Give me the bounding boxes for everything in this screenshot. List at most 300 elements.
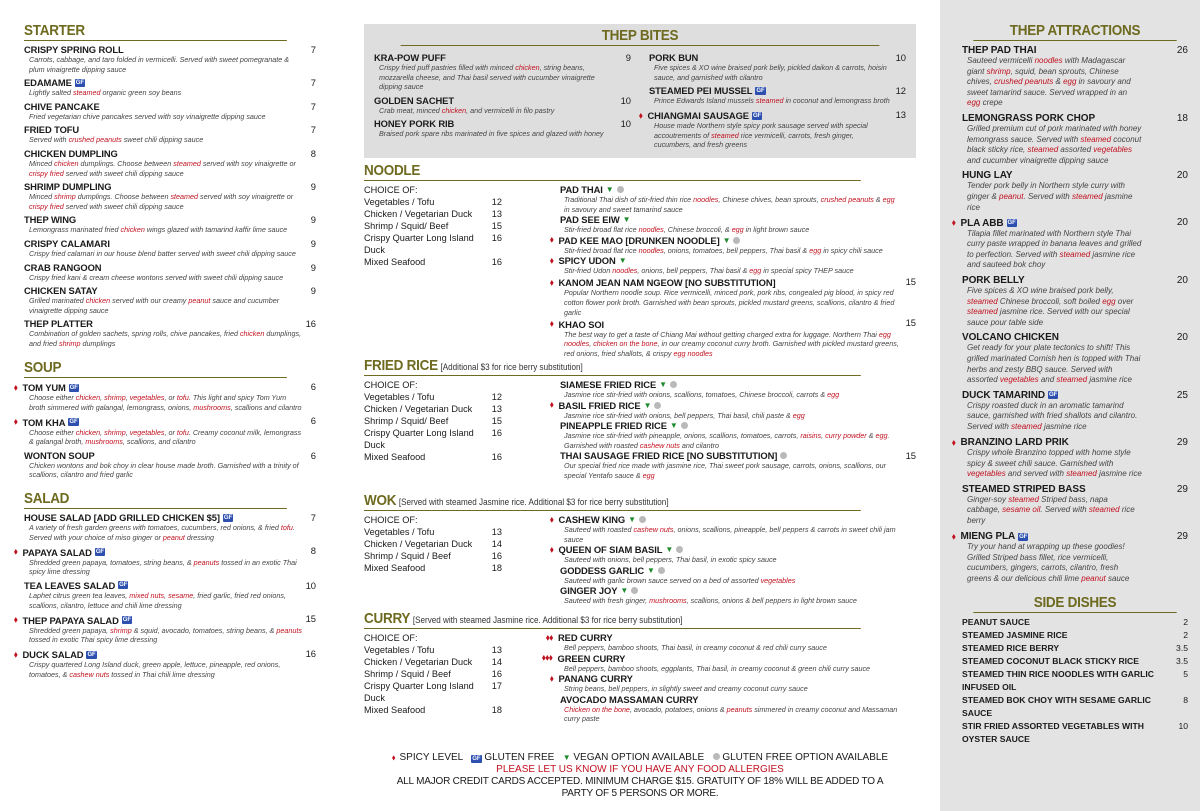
protein-name: Crispy Quarter Long Island Duck [364, 681, 474, 703]
menu-item-row [952, 530, 1188, 543]
protein-row [364, 379, 560, 391]
dish-list [542, 632, 916, 724]
protein-name: Vegetables / Tofu [364, 527, 435, 537]
protein-list [364, 379, 560, 481]
item-name [952, 217, 1017, 229]
protein-name: Chicken / Vegetarian Duck [364, 657, 473, 667]
item-description: Jasmine rice stir-fried with onions, bell peppers, Thai basil, chili paste & egg [564, 410, 805, 420]
section-grid [364, 184, 916, 359]
curry-section [364, 610, 916, 724]
menu-item-row [560, 379, 916, 390]
protein-row [364, 538, 560, 550]
item-description: Sauteed with onions, bell peppers, Thai basil, in exotic spicy sauce [564, 555, 777, 565]
menu-item [374, 52, 631, 92]
vegan-icon: ▼ [605, 185, 614, 194]
section-title [364, 492, 861, 511]
item-description: Minced chicken dumplings. Choose between steamed served with soy vinaigrette or crispy fried served with sweet chili dipping sauce [29, 158, 296, 178]
item-description: Grilled premium cut of pork marinated with honey lemongrass sauce. Served with steamed coconut black sticky rice, steamed assorted vegetables and cucumber vinaigrette dipping sauce [967, 123, 1142, 165]
item-name [14, 416, 79, 428]
item-price: 10 [895, 52, 906, 63]
protein-price: 12 [491, 392, 502, 402]
section-title-text: CURRY [364, 610, 411, 627]
item-description: Ginger-soy steamed Striped bass, napa cabbage, sesame oil. Served with steamed rice berry [967, 494, 1135, 525]
section-title [24, 359, 287, 378]
menu-item-row [24, 580, 316, 591]
item-name-text: BASIL FRIED RICE [558, 399, 641, 411]
protein-name: Crispy Quarter Long Island Duck [364, 233, 474, 255]
section-title [24, 22, 287, 41]
protein-price: 15 [491, 221, 502, 231]
menu-item [560, 694, 916, 724]
protein-row [364, 232, 560, 256]
item-name-text: CHICKEN SATAY [24, 285, 98, 297]
menu-item [550, 399, 916, 421]
item-name-text: CASHEW KING [558, 514, 626, 525]
item-description: Jasmine rice stir-fried with pineapple, onions, scallions, tomatoes, carrots, raisins, curry powder & egg. Garnished with roasted cashew nuts and cilantro [564, 431, 890, 450]
item-name-text: THEP PAPAYA SALAD [22, 614, 119, 626]
vegan-icon: ▼ [562, 753, 571, 762]
noodle-section [364, 162, 916, 359]
item-name-text: HUNG LAY [962, 170, 1013, 182]
menu-item [14, 415, 316, 447]
item-name [952, 531, 1028, 543]
item-name-text: KHAO SOI [558, 318, 605, 330]
menu-item [550, 317, 916, 358]
item-name-text: HONEY PORK RIB [374, 118, 455, 130]
section-title [364, 162, 861, 181]
menu-item-row [639, 108, 906, 122]
item-price: 6 [310, 449, 316, 461]
chili-icon: ⬧ [550, 673, 554, 683]
menu-item-row [952, 217, 1188, 229]
gf-icon: GF [752, 112, 762, 119]
protein-price: 12 [491, 197, 502, 207]
item-description: Stir-fried broad flat rice noodles, Chinese broccoli, & egg in light brown sauce [564, 225, 810, 235]
menu-item-row [14, 647, 316, 661]
item-description: Crispy whole Branzino topped with home style spicy & sweet chili sauce. Garnished with vegetables and served with steamed jasmine rice [967, 448, 1142, 479]
item-name [560, 565, 665, 576]
item-description: Stir-fried Udon noodles, onions, bell peppers, Thai basil & egg in special spicy THEP sauce [564, 266, 854, 276]
gf-icon: GF [223, 514, 233, 521]
item-name [14, 382, 79, 393]
item-price: 20 [1176, 275, 1188, 286]
dish-list [550, 184, 916, 359]
item-name [24, 318, 93, 329]
item-name-text: PAD KEE MAO [DRUNKEN NOODLE] [558, 234, 720, 246]
section-title [401, 27, 880, 46]
item-name-text: CHIANGMAI SAUSAGE [647, 110, 749, 122]
menu-item [24, 450, 316, 480]
protein-row [364, 184, 560, 196]
menu-item [24, 214, 316, 235]
gf-option-icon [676, 546, 683, 553]
menu-item-row [374, 95, 631, 106]
protein-price: 14 [491, 539, 502, 549]
vegan-icon: ▼ [643, 400, 652, 410]
item-description: Bell peppers, bamboo shoots, Thai basil, in creamy coconut & red chili curry sauce [564, 643, 827, 652]
section-title-text: SOUP [24, 358, 62, 376]
item-price: 10 [620, 94, 631, 106]
legend-gfo: GLUTEN FREE OPTION AVAILABLE [722, 752, 889, 763]
item-name [374, 118, 454, 129]
gf-option-icon [617, 186, 624, 193]
item-name-text: PORK BUN [649, 52, 699, 63]
item-name [24, 124, 79, 135]
item-price: 7 [310, 100, 316, 112]
menu-item [962, 170, 1188, 213]
menu-item-row [24, 512, 316, 523]
item-name [560, 379, 677, 390]
legend [380, 752, 900, 800]
item-price: 6 [310, 380, 316, 392]
protein-price: 18 [491, 563, 502, 573]
item-name-text: LEMONGRASS PORK CHOP [962, 112, 1096, 124]
menu-item [24, 285, 316, 315]
item-description: Tender pork belly in Northern style curry with ginger & peanut. Served with steamed jasmine rice [967, 181, 1133, 212]
section-subtitle: [Served with steamed Jasmine rice. Additional $3 for rice berry substitution] [398, 497, 669, 507]
protein-row [364, 526, 560, 538]
gf-option-icon [733, 237, 740, 244]
gf-option-icon [780, 452, 787, 459]
section-title [24, 490, 287, 509]
protein-price: 16 [491, 257, 502, 267]
menu-item [962, 484, 1188, 527]
item-description: Braised pork spare ribs marinated in five spices and glazed with honey [379, 129, 604, 139]
menu-item [14, 545, 316, 577]
menu-item-row [550, 514, 916, 525]
item-description: Crispy quartered Long Island duck, green apple, lettuce, pineapple, red onions, tomatoes, & cashew nuts tossed in Thai chili lime dressing [29, 660, 281, 679]
item-name-text: QUEEN OF SIAM BASIL [558, 544, 663, 556]
item-name [14, 546, 105, 558]
item-description: Sauteed with garlic brown sauce served on a bed of assorted vegetables [564, 575, 796, 585]
protein-name: Mixed Seafood [364, 452, 426, 462]
side-name: STEAMED BOK CHOY WITH SESAME GARLIC SAUCE [962, 695, 1151, 719]
protein-name: CHOICE OF: [364, 380, 418, 390]
menu-item-row [962, 390, 1188, 401]
menu-item-row [14, 613, 316, 626]
menu-item [24, 238, 316, 259]
item-description: Crispy fried kani & cream cheese wontons served with sweet chili dipping sauce [29, 272, 284, 282]
protein-name: Chicken / Vegetarian Duck [364, 404, 473, 414]
soup-section [14, 358, 316, 481]
protein-list [364, 632, 560, 724]
vegan-icon: ▼ [665, 545, 674, 555]
side-row [962, 694, 1188, 720]
item-name-text: GODDESS GARLIC [560, 564, 645, 576]
item-name-text: DUCK TAMARIND [962, 389, 1045, 401]
side-row [962, 616, 1188, 629]
item-description: House made Northern style spicy pork sausage served with special accoutrements of steamed rice vermicelli, carrots, fresh ginger, cucumbers, and fresh greens [654, 121, 868, 150]
menu-item-row [14, 415, 316, 428]
item-name-text: THAI SAUSAGE FRIED RICE [NO SUBSTITUTION] [560, 450, 778, 462]
item-name [542, 652, 626, 664]
protein-price: 16 [491, 452, 502, 462]
menu-item [14, 380, 316, 413]
protein-price: 13 [491, 527, 502, 537]
protein-row [364, 208, 560, 220]
gf-icon: GF [69, 384, 78, 391]
protein-row [364, 391, 560, 403]
legend-gf: GLUTEN FREE [484, 752, 555, 763]
section-title-text: FRIED RICE [364, 357, 438, 374]
section-title-text: THEP ATTRACTIONS [1009, 22, 1141, 39]
item-name-text: VOLCANO CHICKEN [962, 332, 1059, 344]
item-name [24, 101, 100, 112]
side-price: 2 [1183, 617, 1188, 628]
item-price: 18 [1176, 112, 1188, 124]
item-name [550, 514, 646, 525]
item-description: Sauteed with roasted cashew nuts, onions, scallions, pineapple, bell peppers & carrots in sweet chili jam sauce [564, 525, 896, 544]
menu-item-row [560, 450, 916, 461]
item-name [560, 420, 688, 431]
chili-icon: ⬧ [952, 437, 956, 447]
menu-item-row [962, 332, 1188, 343]
menu-item-row [546, 632, 916, 643]
item-name [560, 585, 638, 596]
menu-item [560, 585, 916, 606]
menu-item-row [24, 101, 316, 112]
menu-item [962, 113, 1188, 166]
bites-left [374, 49, 631, 150]
protein-name: Shrimp / Squid/ Beef [364, 416, 449, 426]
chili-icon: ⬧ [14, 649, 18, 659]
menu-item [560, 420, 916, 450]
protein-row [364, 220, 560, 232]
payment-note: ALL MAJOR CREDIT CARDS ACCEPTED. MINIMUM CHARGE $15. GRATUITY OF 18% WILL BE ADDED TO A PARTY OF 5 PERSONS OR MORE. [396, 776, 884, 799]
gf-icon: GF [756, 87, 765, 94]
menu-item-row [649, 52, 906, 63]
menu-item-row [962, 170, 1188, 181]
protein-name: Shrimp / Squid/ Beef [364, 221, 449, 231]
protein-name: Mixed Seafood [364, 705, 426, 715]
item-name-text: PORK BELLY [962, 275, 1025, 286]
menu-item [560, 214, 916, 235]
menu-item [560, 184, 916, 214]
protein-row [364, 550, 560, 562]
allergy-note: PLEASE LET US KNOW IF YOU HAVE ANY FOOD ALLERGIES [496, 764, 784, 775]
item-description: Our special fried rice made with jasmine rice, Thai sweet pork sausage, carrots, onions, scallions, our special Yentafo sauce & egg [564, 461, 886, 480]
chili-icon: ⬧ [639, 110, 643, 120]
side-price: 8 [1183, 695, 1188, 706]
protein-row [364, 680, 560, 704]
gf-icon: GF [87, 651, 96, 658]
menu-item-row [24, 77, 316, 88]
section-grid [364, 514, 916, 606]
item-name [550, 673, 633, 685]
item-description: Carrots, cabbage, and taro folded in vermicelli. Served with sweet pomegranate & plum vinaigrette dipping sauce [29, 55, 290, 74]
item-name-text: TOM KHA [22, 416, 66, 428]
dish-list [550, 379, 916, 481]
item-price: 20 [1176, 217, 1188, 229]
menu-item-row [14, 545, 316, 558]
gf-option-icon [658, 567, 665, 574]
item-name-text: PLA ABB [960, 217, 1004, 229]
menu-item-row [560, 184, 916, 195]
protein-name: Vegetables / Tofu [364, 645, 435, 655]
item-price: 7 [310, 124, 316, 136]
menu-item-row [560, 694, 916, 705]
protein-name: Mixed Seafood [364, 563, 426, 573]
item-description: Choose either chicken, shrimp, vegetables, or tofu. This light and spicy Tom Yum broth simmered with galangal, lemongrass, onions, mushrooms, scallions and cilantro [29, 393, 302, 412]
item-name-text: PAD THAI [560, 184, 603, 195]
item-name [24, 181, 111, 192]
item-name [374, 52, 446, 63]
protein-row [364, 632, 560, 644]
menu-item-row [649, 85, 906, 96]
bites-right [639, 49, 906, 150]
menu-item-row [550, 399, 916, 411]
item-name-text: PINEAPPLE FRIED RICE [560, 420, 667, 432]
menu-item [542, 652, 916, 674]
item-name-text: BRANZINO LARD PRIK [960, 437, 1069, 449]
menu-item-row [24, 262, 316, 273]
section-title-text: THEP BITES [601, 27, 679, 44]
dish-list [550, 514, 916, 606]
menu-item-row [550, 317, 916, 330]
item-name-text: PANANG CURRY [558, 673, 633, 685]
protein-name: Crispy Quarter Long Island Duck [364, 428, 474, 450]
menu-item [14, 613, 316, 645]
item-description: Laphet citrus green tea leaves, mixed nuts, sesame, fried garlic, fried red onions, scallions, cilantro, lettuce and chili lime dressing [29, 590, 286, 610]
chili-icon: ⬧ [550, 255, 554, 265]
chili-icon: ⬧ [14, 382, 18, 392]
item-name-text: PAPAYA SALAD [22, 546, 92, 558]
chili-icon: ⬧⬧⬧ [542, 653, 553, 663]
protein-row [364, 562, 560, 574]
legend-spicy: SPICY LEVEL [399, 752, 463, 763]
menu-item [952, 217, 1188, 271]
item-name-text: KRA-POW PUFF [374, 52, 446, 63]
item-name-text: THEP WING [24, 214, 77, 226]
item-name [962, 275, 1025, 286]
menu-item-row [550, 673, 916, 685]
menu-item [649, 85, 906, 106]
item-name [639, 110, 762, 122]
vegan-icon: ▼ [620, 586, 629, 596]
item-name-text: FRIED TOFU [24, 124, 80, 136]
item-name [24, 262, 101, 273]
item-description: Minced shrimp dumplings. Choose between steamed served with soy vinaigrette or crispy fried served with sweet chili dipping sauce [29, 192, 294, 211]
legend-keys [380, 752, 900, 764]
item-name [24, 77, 85, 88]
item-description: Crab meat, minced chicken, and vermicelli in filo pastry [379, 105, 555, 115]
item-description: Fried vegetarian chive pancakes served with soy vinaigrette dipping sauce [29, 111, 266, 121]
item-name [560, 184, 624, 195]
item-description: Tilapia fillet marinated with Northern style Thai curry paste wrapped in banana leaves and grilled to perfection. Served with steamed jasmine rice and sauteed bok choy [967, 228, 1142, 270]
protein-name: CHOICE OF: [364, 515, 418, 525]
item-name-text: CHICKEN DUMPLING [24, 147, 118, 159]
item-name [560, 694, 698, 705]
menu-item [550, 514, 916, 544]
section-grid [364, 379, 916, 481]
item-name-text: STEAMED PEI MUSSEL [649, 85, 753, 97]
menu-item [962, 332, 1188, 385]
side-name: STIR FRIED ASSORTED VEGETABLES WITH OYSTER SAUCE [962, 721, 1144, 745]
protein-price: 16 [491, 551, 502, 561]
item-name [24, 214, 76, 225]
gf-icon: GF [1007, 220, 1016, 227]
menu-item [24, 262, 316, 283]
menu-item [639, 108, 906, 150]
menu-item-row [24, 318, 316, 329]
chili-icon: ⬧ [550, 400, 554, 410]
gf-icon: GF [1019, 533, 1028, 540]
item-price: 20 [1176, 332, 1188, 344]
item-name [550, 234, 740, 246]
item-name [24, 44, 124, 55]
menu-item [962, 275, 1188, 328]
menu-item-row [550, 255, 916, 267]
protein-price: 16 [491, 428, 502, 438]
item-price: 9 [625, 52, 631, 63]
menu-item-row [550, 275, 916, 289]
gf-icon: GF [69, 419, 78, 426]
item-name-text: THEP PLATTER [24, 318, 93, 330]
item-name-text: PAD SEE EIW [560, 214, 620, 226]
item-name [24, 450, 95, 461]
menu-item-row [24, 44, 316, 55]
item-description: String beans, bell peppers, in slightly sweet and creamy coconut curry sauce [564, 684, 808, 694]
menu-item-row [550, 234, 916, 246]
item-name-text: SHRIMP DUMPLING [24, 181, 112, 193]
protein-price: 17 [491, 681, 502, 691]
gf-icon: GF [95, 549, 104, 556]
item-name-text: THEP PAD THAI [962, 45, 1037, 56]
menu-item [560, 379, 916, 400]
protein-row [364, 427, 560, 451]
protein-name: Chicken / Vegetarian Duck [364, 209, 473, 219]
item-description: Combination of golden sachets, spring rolls, chive pancakes, fried chicken dumplings, and fried shrimp dumplings [29, 329, 302, 348]
item-name [550, 277, 776, 289]
side-name: STEAMED THIN RICE NOODLES WITH GARLIC INFUSED OIL [962, 669, 1154, 693]
menu-item-row [962, 275, 1188, 286]
legend-vegan: VEGAN OPTION AVAILABLE [573, 752, 705, 763]
chili-icon: ⬧⬧ [546, 632, 553, 642]
item-name-text: GOLDEN SACHET [374, 94, 454, 106]
section-title-text: SALAD [24, 490, 70, 508]
item-price: 7 [310, 512, 316, 524]
item-name [550, 318, 605, 330]
item-description: Jasmine rice stir-fried with onions, scallions, tomatoes, Chinese broccoli, carrots & egg [564, 390, 840, 399]
item-name-text: CHIVE PANCAKE [24, 100, 100, 112]
side-row [962, 720, 1188, 746]
chili-icon: ⬧ [952, 218, 956, 228]
side-price: 2 [1183, 630, 1188, 641]
item-price: 9 [310, 285, 316, 297]
gf-icon: GF [119, 582, 128, 589]
item-name [560, 450, 787, 461]
chili-icon: ⬧ [550, 544, 554, 554]
item-name-text: MIENG PLA [960, 531, 1016, 543]
item-name-text: AVOCADO MASSAMAN CURRY [560, 693, 699, 705]
protein-price: 18 [491, 705, 502, 715]
side-row [962, 642, 1188, 655]
side-row [962, 668, 1188, 694]
item-description: Stir-fried broad flat rice noodles, onions, tomatoes, bell peppers, Thai basil & egg in spicy chili sauce [564, 245, 883, 255]
protein-price: 13 [491, 209, 502, 219]
item-description: Bell peppers, bamboo shoots, eggplants, Thai basil, in creamy coconut & green chili curry sauce [564, 663, 871, 673]
gf-icon: GF [472, 756, 481, 762]
menu-item-row [24, 450, 316, 461]
menu-item [962, 390, 1188, 433]
item-price: 15 [905, 275, 916, 287]
section-title-text: NOODLE [364, 162, 421, 179]
item-name [962, 113, 1095, 124]
item-name-text: TEA LEAVES SALAD [24, 579, 116, 591]
item-description: A variety of fresh garden greens with tomatoes, cucumbers, red onions, & fried tofu. Served with your choice of miso ginger or peanut dressing [29, 523, 295, 542]
chili-icon: ⬧ [550, 514, 554, 524]
item-description: Crispy roasted duck in an aromatic tamarind sauce, garnished with fried shallots and cilantro. Served with steamed jasmine rice [967, 400, 1138, 431]
